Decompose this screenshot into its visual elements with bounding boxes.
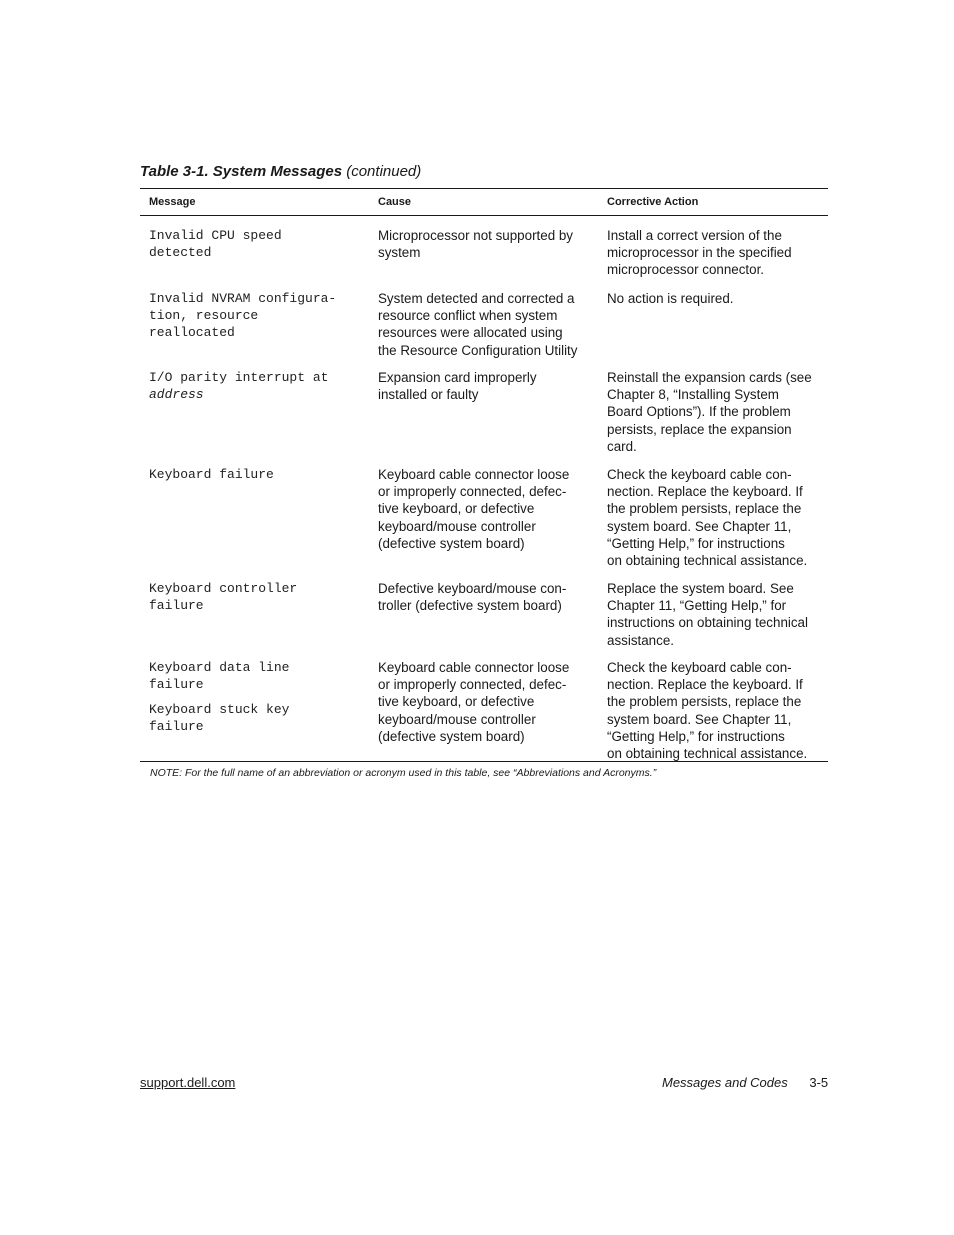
message-cell: Keyboard controller failure xyxy=(149,581,298,613)
table-body xyxy=(140,216,828,761)
message-cell: Invalid NVRAM configura- tion, resource reallocated xyxy=(149,291,337,340)
action-cell: Install a correct version of the microprocessor in the specified microprocessor connector. xyxy=(607,228,792,278)
support-link[interactable]: support.dell.com xyxy=(140,1075,236,1090)
table-caption xyxy=(140,163,421,180)
header-corrective-action: Corrective Action xyxy=(607,196,699,208)
action-cell: Check the keyboard cable con- nection. Replace the keyboard. If the problem persists, replace the system board. See Chapter 11, “Getting Help,” for instructions on obtaining technical assistance. xyxy=(607,660,808,762)
cause-cell: Microprocessor not supported by system xyxy=(378,228,574,261)
page-number: 3-5 xyxy=(809,1075,829,1090)
cause-cell: Defective keyboard/mouse con- troller (defective system board) xyxy=(378,581,567,614)
action-cell: Check the keyboard cable con- nection. Replace the keyboard. If the problem persists, replace the system board. See Chapter 11, “Getting Help,” for instructions on obtaining technical assistance. xyxy=(607,467,808,569)
cause-cell: Keyboard cable connector loose or improperly connected, defec- tive keyboard, or defective keyboard/mouse controller (defective system board) xyxy=(378,467,570,551)
header-cause: Cause xyxy=(378,196,412,208)
action-cell: Reinstall the expansion cards (see Chapter 8, “Installing System Board Options”). If the problem persists, replace the expansion card. xyxy=(607,370,812,454)
caption-label: Table 3-1. System Messages xyxy=(140,163,343,180)
cause-cell: Expansion card improperly installed or faulty xyxy=(378,370,537,403)
message-cell: I/O parity interrupt at address xyxy=(149,370,329,402)
action-cell: No action is required. xyxy=(607,291,734,306)
action-cell: Replace the system board. See Chapter 11, “Getting Help,” for instructions on obtaining technical assistance. xyxy=(607,581,808,648)
message-cell: Invalid CPU speed detected xyxy=(149,228,282,260)
header-message: Message xyxy=(149,196,196,208)
cause-cell: System detected and corrected a resource conflict when system resources were allocated using the Resource Configuration Utility xyxy=(378,291,578,358)
table-header xyxy=(140,189,828,216)
section-title: Messages and Codes xyxy=(662,1075,788,1090)
message-cell: Keyboard data line failure Keyboard stuck key failure xyxy=(149,660,290,734)
system-messages-table xyxy=(140,188,828,762)
page-footer xyxy=(662,1075,828,1090)
cause-cell: Keyboard cable connector loose or improperly connected, defec- tive keyboard, or defective keyboard/mouse controller (defective system board) xyxy=(378,660,570,744)
table-note: NOTE: For the full name of an abbreviation or acronym used in this table, see “Abbreviations and Acronyms.” xyxy=(150,767,657,779)
message-cell: Keyboard failure xyxy=(149,467,274,482)
caption-continued: (continued) xyxy=(346,163,422,180)
